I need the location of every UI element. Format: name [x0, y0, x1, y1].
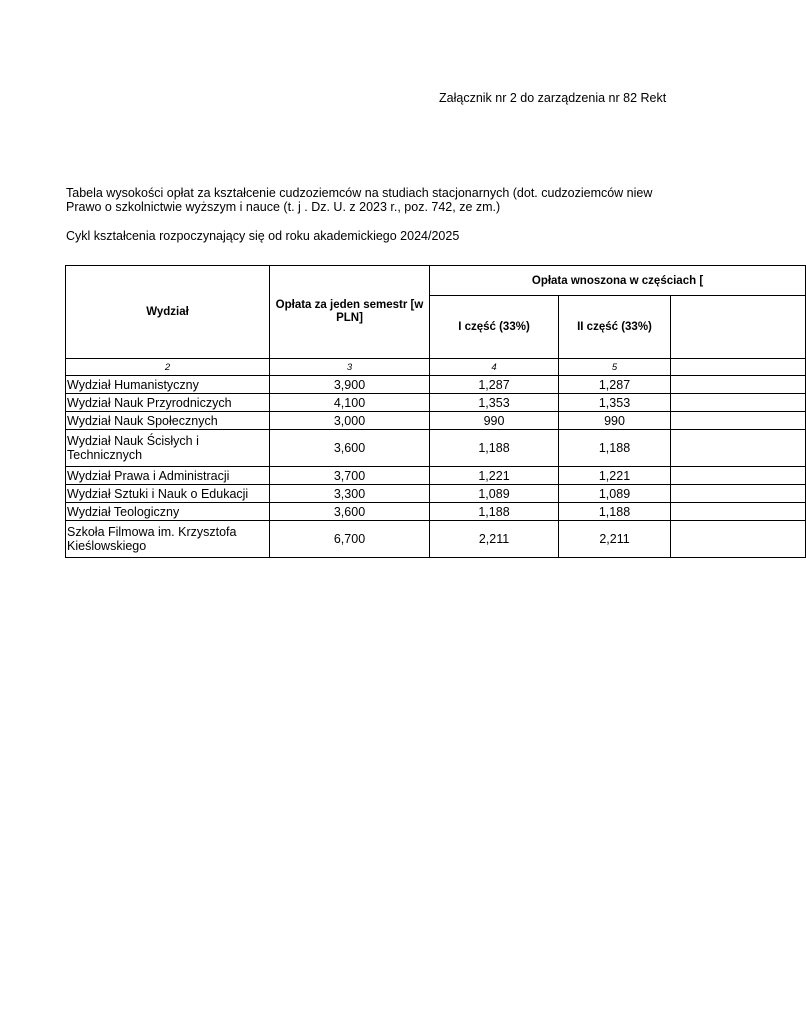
faculty-name: Wydział Prawa i Administracji: [66, 467, 270, 485]
part-1-fee: 1,188: [430, 503, 559, 521]
header-installments: Opłata wnoszona w częściach [: [430, 266, 806, 296]
part-2-fee: 2,211: [559, 521, 671, 558]
semester-fee: 4,100: [270, 394, 430, 412]
column-number: 5: [559, 359, 671, 376]
description-line-1: Tabela wysokości opłat za kształcenie cudzoziemców na studiach stacjonarnych (dot. cudzoziemców niew: [66, 186, 653, 200]
header-semester-fee: Opłata za jeden semestr [w PLN]: [270, 266, 430, 359]
table-row: [66, 394, 806, 412]
cycle-text: Cykl kształcenia rozpoczynający się od roku akademickiego 2024/2025: [66, 229, 460, 243]
column-number: 2: [66, 359, 270, 376]
table-row: [66, 485, 806, 503]
table-row: [66, 412, 806, 430]
part-3-fee: [671, 503, 806, 521]
header-part-2: II część (33%): [559, 296, 671, 359]
header-part-3: [671, 296, 806, 359]
part-3-fee: [671, 394, 806, 412]
part-1-fee: 1,287: [430, 376, 559, 394]
part-2-fee: 1,188: [559, 503, 671, 521]
faculty-name: Wydział Nauk Ścisłych i Technicznych: [66, 430, 270, 467]
semester-fee: 3,900: [270, 376, 430, 394]
part-1-fee: 1,353: [430, 394, 559, 412]
faculty-name: Wydział Nauk Przyrodniczych: [66, 394, 270, 412]
fees-table-wrapper: [65, 265, 704, 585]
part-2-fee: 1,221: [559, 467, 671, 485]
part-2-fee: 990: [559, 412, 671, 430]
table-description: [66, 186, 652, 214]
table-row: [66, 376, 806, 394]
column-number: 4: [430, 359, 559, 376]
fees-table: [65, 265, 806, 558]
semester-fee: 3,000: [270, 412, 430, 430]
part-2-fee: 1,188: [559, 430, 671, 467]
header-part-1: I część (33%): [430, 296, 559, 359]
part-3-fee: [671, 430, 806, 467]
part-3-fee: [671, 521, 806, 558]
part-2-fee: 1,287: [559, 376, 671, 394]
part-3-fee: [671, 467, 806, 485]
table-row: [66, 521, 806, 558]
description-line-2: Prawo o szkolnictwie wyższym i nauce (t. j . Dz. U. z 2023 r., poz. 742, ze zm.): [66, 200, 501, 214]
part-3-fee: [671, 376, 806, 394]
faculty-name: Szkoła Filmowa im. Krzysztofa Kieślowskiego: [66, 521, 270, 558]
semester-fee: 6,700: [270, 521, 430, 558]
table-row: [66, 467, 806, 485]
part-1-fee: 2,211: [430, 521, 559, 558]
semester-fee: 3,300: [270, 485, 430, 503]
column-number-empty: [671, 359, 806, 376]
faculty-name: Wydział Sztuki i Nauk o Edukacji: [66, 485, 270, 503]
header-wydzial: Wydział: [66, 266, 270, 359]
table-row: [66, 430, 806, 467]
part-2-fee: 1,353: [559, 394, 671, 412]
part-1-fee: 1,089: [430, 485, 559, 503]
part-3-fee: [671, 412, 806, 430]
semester-fee: 3,600: [270, 430, 430, 467]
part-1-fee: 1,221: [430, 467, 559, 485]
semester-fee: 3,600: [270, 503, 430, 521]
part-2-fee: 1,089: [559, 485, 671, 503]
table-row: [66, 503, 806, 521]
column-number-row: [66, 359, 806, 376]
faculty-name: Wydział Teologiczny: [66, 503, 270, 521]
annex-header: Załącznik nr 2 do zarządzenia nr 82 Rekt: [439, 91, 667, 105]
faculty-name: Wydział Nauk Społecznych: [66, 412, 270, 430]
semester-fee: 3,700: [270, 467, 430, 485]
column-number: 3: [270, 359, 430, 376]
part-1-fee: 990: [430, 412, 559, 430]
faculty-name: Wydział Humanistyczny: [66, 376, 270, 394]
part-3-fee: [671, 485, 806, 503]
part-1-fee: 1,188: [430, 430, 559, 467]
